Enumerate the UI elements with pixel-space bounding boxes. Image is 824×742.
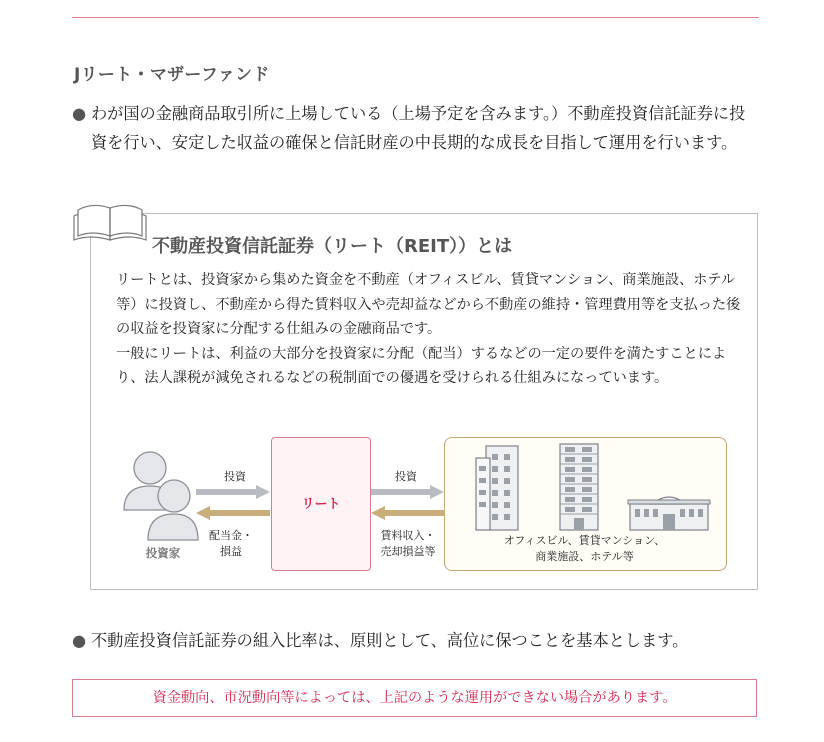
return-left-line2: 損益 <box>220 545 242 558</box>
top-rule <box>72 17 759 18</box>
arrow-invest-left-label: 投資 <box>224 470 246 483</box>
arrow-invest-right <box>371 485 444 499</box>
info-paragraph-1: リートとは、投資家から集めた資金を不動産（オフィスビル、賃貸マンション、商業施設、ホテル等）に投資し、不動産から得た賃料収入や売却益などから不動産の維持・管理費用等を支払った後の収益を投資家に分配する仕組みの金融商品です。 <box>116 272 741 337</box>
arrow-invest-left <box>196 485 270 499</box>
bullet-text: 不動産投資信託証券の組入比率は、原則として、高位に保つことを基本とします。 <box>91 631 689 650</box>
info-box-body <box>116 268 746 391</box>
book-icon <box>70 196 150 242</box>
bullet-icon: ● <box>72 104 87 123</box>
arrow-return-right <box>371 506 444 520</box>
property-caption <box>444 533 725 565</box>
notice-text: 資金動向、市況動向等によっては、上記のような運用ができない場合があります。 <box>152 690 677 706</box>
investors-icon <box>118 448 200 544</box>
property-caption-line1: オフィスビル、賃貸マンション、 <box>503 534 666 547</box>
section-heading: Jリート・マザーファンド <box>74 65 270 85</box>
bullet-icon: ● <box>72 631 87 650</box>
apartment-building-icon <box>556 442 602 532</box>
arrow-return-left <box>196 506 270 520</box>
info-box-title: 不動産投資信託証券（リート（REIT））とは <box>152 236 513 257</box>
bullet-item-1 <box>72 99 772 189</box>
reit-label: リート <box>301 497 341 512</box>
arrow-return-left-label <box>200 528 262 560</box>
return-left-line1: 配当金・ <box>209 529 253 542</box>
info-paragraph-2: 一般にリートは、利益の大部分を投資家に分配（配当）するなどの一定の要件を満たすことにより、法人課税が減免されるなどの税制面での優遇を受けられる仕組みになっています。 <box>116 345 727 386</box>
arrow-return-right-label <box>372 528 444 560</box>
hotel-building-icon <box>626 488 712 532</box>
bullet-item-2 <box>72 626 772 656</box>
investor-label: 投資家 <box>145 546 181 560</box>
return-right-line1: 賃料収入・ <box>380 529 436 542</box>
notice-box <box>72 679 757 717</box>
arrow-invest-right-label: 投資 <box>395 470 417 483</box>
office-building-icon <box>472 444 522 532</box>
return-right-line2: 売却損益等 <box>380 545 436 558</box>
bullet-text: わが国の金融商品取引所に上場している（上場予定を含みます。）不動産投資信託証券に投資を行い、安定した収益の確保と信託財産の中長期的な成長を目指して運用を行います。 <box>91 104 746 152</box>
property-caption-line2: 商業施設、ホテル等 <box>535 550 634 563</box>
